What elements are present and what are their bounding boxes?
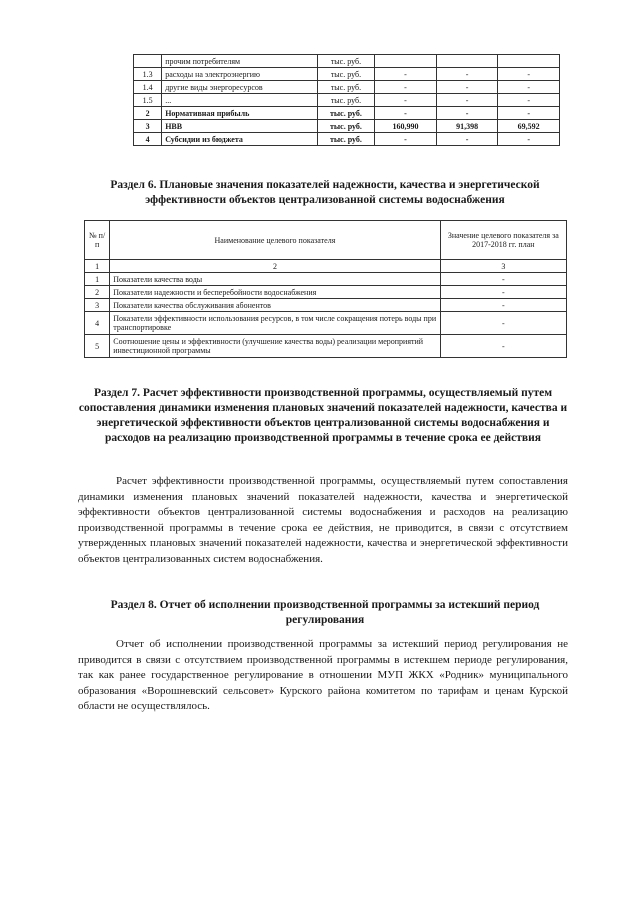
row-value-3: 69,592 xyxy=(498,120,560,133)
section-7-heading: Раздел 7. Расчет эффективности производственной программы, осуществляемый путем сопоставления динамики изменения плановых значений показателей надежности, качества и энергетической эффективности объектов централизованной системы водоснабжения и расходов на реализацию производственной программы в течение срока ее действия xyxy=(78,387,568,444)
row-unit: тыс. руб. xyxy=(317,133,374,146)
row-name: Субсидии из бюджета xyxy=(162,133,318,146)
table-row xyxy=(134,133,560,146)
indicator-number: 3 xyxy=(85,299,110,312)
row-value-3: - xyxy=(498,94,560,107)
indicators-table-body xyxy=(85,273,567,358)
indicator-name: Показатели качества обслуживания абонентов xyxy=(110,299,440,312)
row-unit: тыс. руб. xyxy=(317,68,374,81)
indicator-value: - xyxy=(440,312,566,335)
row-name: НВВ xyxy=(162,120,318,133)
row-value-1: - xyxy=(375,81,437,94)
table-row xyxy=(134,81,560,94)
row-value-1: 160,990 xyxy=(375,120,437,133)
indicator-number: 4 xyxy=(85,312,110,335)
row-value-3: - xyxy=(498,133,560,146)
table-row xyxy=(85,273,567,286)
row-number xyxy=(134,55,162,68)
indicator-value: - xyxy=(440,286,566,299)
table-row xyxy=(85,335,567,358)
table-row xyxy=(85,312,567,335)
row-value-2: - xyxy=(436,81,498,94)
row-name: другие виды энергоресурсов xyxy=(162,81,318,94)
row-unit: тыс. руб. xyxy=(317,107,374,120)
indicator-number: 2 xyxy=(85,286,110,299)
row-name: ... xyxy=(162,94,318,107)
row-number: 1.3 xyxy=(134,68,162,81)
cost-table xyxy=(133,54,560,146)
indicator-value: - xyxy=(440,273,566,286)
indicator-value: - xyxy=(440,299,566,312)
row-value-2: - xyxy=(436,68,498,81)
row-value-2 xyxy=(436,55,498,68)
row-value-3 xyxy=(498,55,560,68)
index-value: 3 xyxy=(440,260,566,273)
row-number: 1.5 xyxy=(134,94,162,107)
indicators-table-header xyxy=(85,221,567,260)
row-number: 2 xyxy=(134,107,162,120)
indicator-name: Показатели надежности и бесперебойности водоснабжения xyxy=(110,286,440,299)
indicator-number: 5 xyxy=(85,335,110,358)
row-number: 4 xyxy=(134,133,162,146)
row-value-1: - xyxy=(375,133,437,146)
section-8-heading: Раздел 8. Отчет об исполнении производственной программы за истекший период регулирования xyxy=(110,599,540,626)
row-value-3: - xyxy=(498,107,560,120)
indicator-value: - xyxy=(440,335,566,358)
section-7-paragraph: Расчет эффективности производственной программы, осуществляемый путем сопоставления динамики изменения плановых значений показателей надежности, качества и энергетической эффективности объектов централизованной системы водоснабжения и расходов на реализацию производственной программы в течение срока ее действия, не приводится, в связи с отсутствием утвержденных плановых значений показателей надежности, качества и энергетической эффективности объектов централизованных систем водоснабжения. xyxy=(78,475,568,565)
row-value-3: - xyxy=(498,68,560,81)
header-value: Значение целевого показателя за 2017-2018 гг. план xyxy=(440,221,566,260)
row-value-2: - xyxy=(436,94,498,107)
indicator-name: Соотношение цены и эффективности (улучшение качества воды) реализации мероприятий инвестиционной программы xyxy=(110,335,440,358)
table-row xyxy=(134,94,560,107)
row-value-1: - xyxy=(375,107,437,120)
index-num: 1 xyxy=(85,260,110,273)
row-name: расходы на электроэнергию xyxy=(162,68,318,81)
section-6-heading: Раздел 6. Плановые значения показателей надежности, качества и энергетической эффективности объектов централизованной системы водоснабжения xyxy=(110,179,540,206)
indicator-name: Показатели качества воды xyxy=(110,273,440,286)
header-name: Наименование целевого показателя xyxy=(110,221,440,260)
row-value-2: - xyxy=(436,133,498,146)
row-number: 3 xyxy=(134,120,162,133)
table-row xyxy=(85,299,567,312)
row-unit: тыс. руб. xyxy=(317,120,374,133)
table-row xyxy=(134,107,560,120)
section-8-paragraph: Отчет об исполнении производственной программы за истекший период регулирования не приводится в связи с отсутствием производственной программы в истекшем периоде регулирования, так как ранее государственное регулирование в отношении МУП ЖКХ «Родник» муниципального образования «Ворошневский сельсовет» Курского района комитетом по тарифам и ценам Курской области не осуществлялось. xyxy=(78,638,568,713)
table-row xyxy=(134,55,560,68)
row-value-1 xyxy=(375,55,437,68)
table-row xyxy=(85,286,567,299)
indicator-name: Показатели эффективности использования ресурсов, в том числе сокращения потерь воды при транспортировке xyxy=(110,312,440,335)
row-value-1: - xyxy=(375,94,437,107)
row-name: Нормативная прибыль xyxy=(162,107,318,120)
indicators-table-index-row xyxy=(85,260,567,273)
cost-table-body xyxy=(134,55,560,146)
table-row xyxy=(134,120,560,133)
index-name: 2 xyxy=(110,260,440,273)
row-unit: тыс. руб. xyxy=(317,55,374,68)
row-value-2: 91,398 xyxy=(436,120,498,133)
row-name: прочим потребителям xyxy=(162,55,318,68)
row-unit: тыс. руб. xyxy=(317,81,374,94)
header-num: № п/п xyxy=(85,221,110,260)
row-number: 1.4 xyxy=(134,81,162,94)
table-row xyxy=(134,68,560,81)
indicators-table xyxy=(84,220,567,358)
row-value-3: - xyxy=(498,81,560,94)
row-value-1: - xyxy=(375,68,437,81)
indicator-number: 1 xyxy=(85,273,110,286)
row-value-2: - xyxy=(436,107,498,120)
row-unit: тыс. руб. xyxy=(317,94,374,107)
